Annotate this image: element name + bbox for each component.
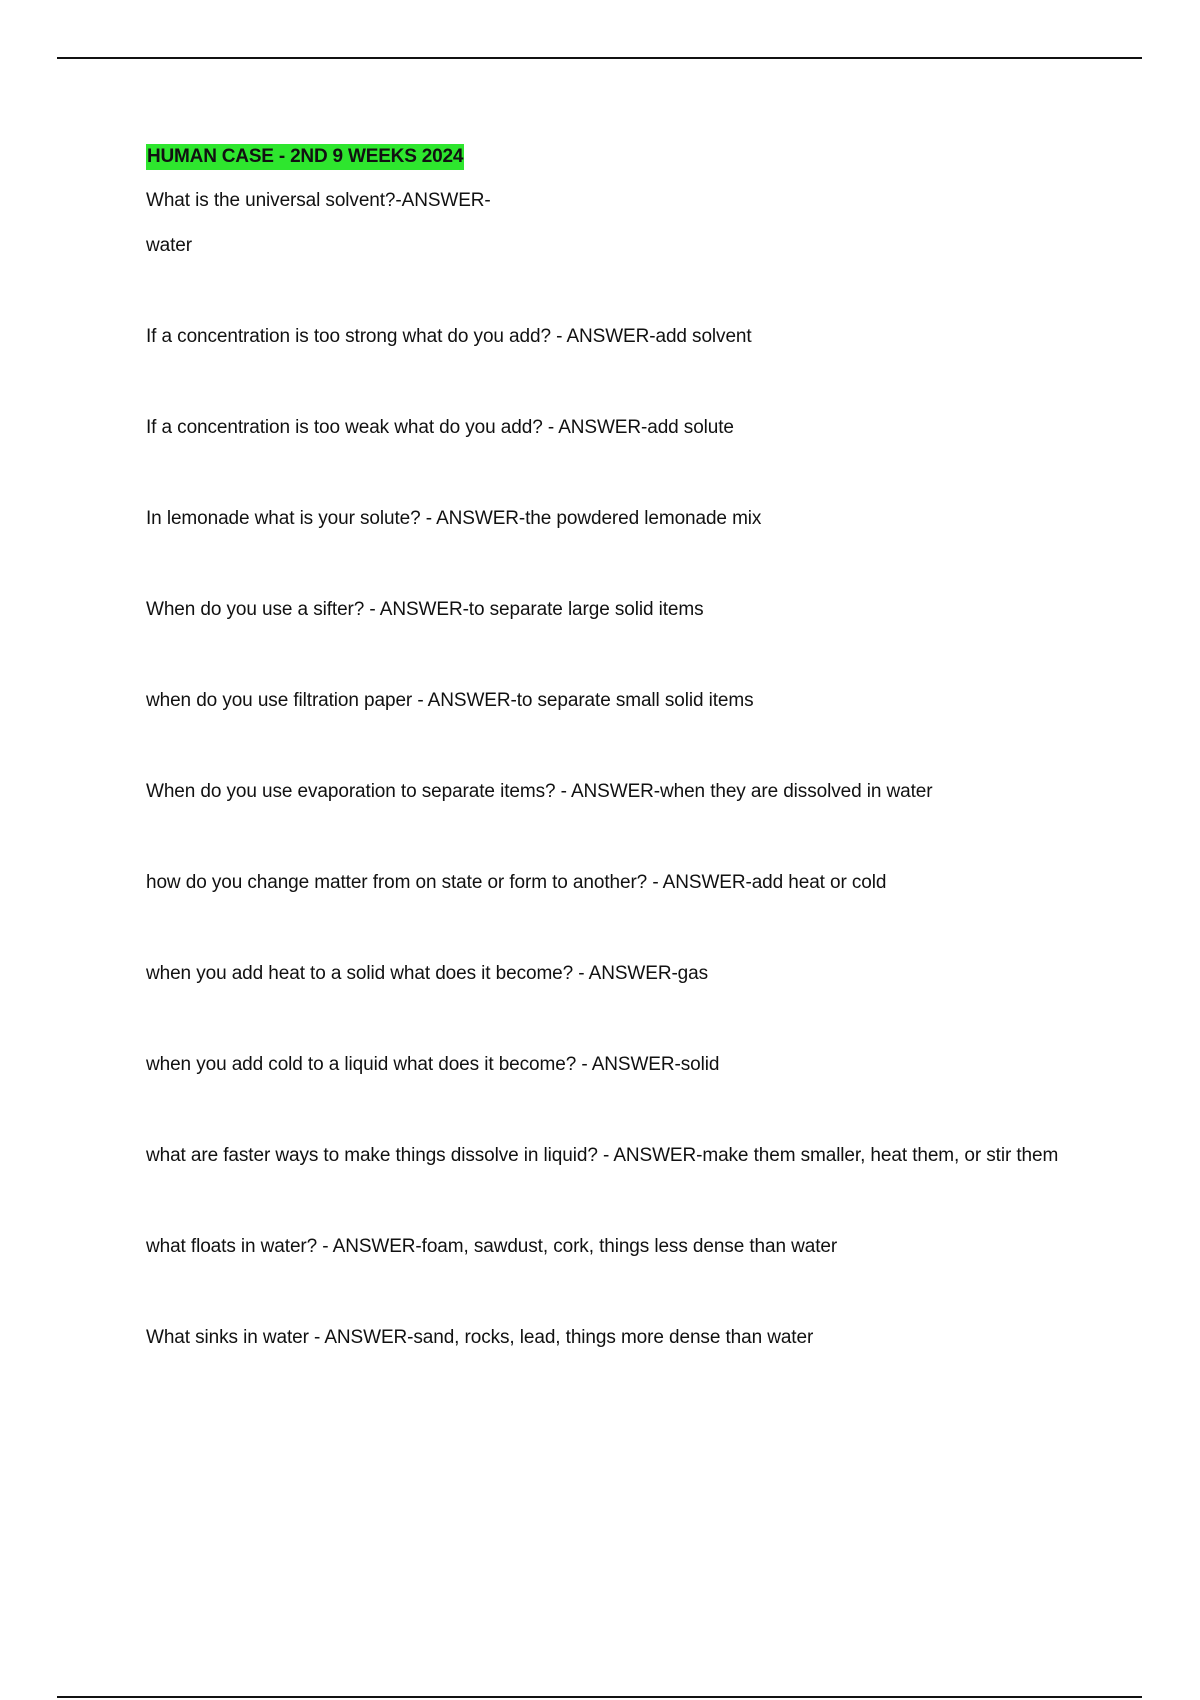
- qa-item: how do you change matter from on state or form to another? - ANSWER-add heat or cold: [146, 872, 887, 893]
- qa-item: when you add heat to a solid what does it become? - ANSWER-gas: [146, 963, 709, 984]
- qa-item: If a concentration is too strong what do you add? - ANSWER-add solvent: [146, 326, 752, 347]
- qa-item: When do you use a sifter? - ANSWER-to separate large solid items: [146, 599, 704, 620]
- qa-item: If a concentration is too weak what do you add? - ANSWER-add solute: [146, 417, 734, 438]
- qa-item: What sinks in water - ANSWER-sand, rocks, lead, things more dense than water: [146, 1327, 814, 1348]
- first-answer: water: [146, 235, 192, 256]
- first-question: What is the universal solvent?-ANSWER-: [146, 190, 491, 211]
- qa-item: when you add cold to a liquid what does it become? - ANSWER-solid: [146, 1054, 720, 1075]
- qa-item: When do you use evaporation to separate items? - ANSWER-when they are dissolved in water: [146, 781, 933, 802]
- qa-item: when do you use filtration paper - ANSWER-to separate small solid items: [146, 690, 754, 711]
- document-title: HUMAN CASE - 2ND 9 WEEKS 2024: [146, 144, 464, 170]
- top-rule: [57, 57, 1142, 59]
- qa-item: what are faster ways to make things dissolve in liquid? - ANSWER-make them smaller, heat them, or stir them: [146, 1145, 1059, 1166]
- document-body: [146, 144, 1096, 1353]
- qa-item: what floats in water? - ANSWER-foam, sawdust, cork, things less dense than water: [146, 1236, 838, 1257]
- qa-item: In lemonade what is your solute? - ANSWER-the powdered lemonade mix: [146, 508, 762, 529]
- qa-list: [146, 322, 1096, 1353]
- bottom-rule: [57, 1696, 1142, 1698]
